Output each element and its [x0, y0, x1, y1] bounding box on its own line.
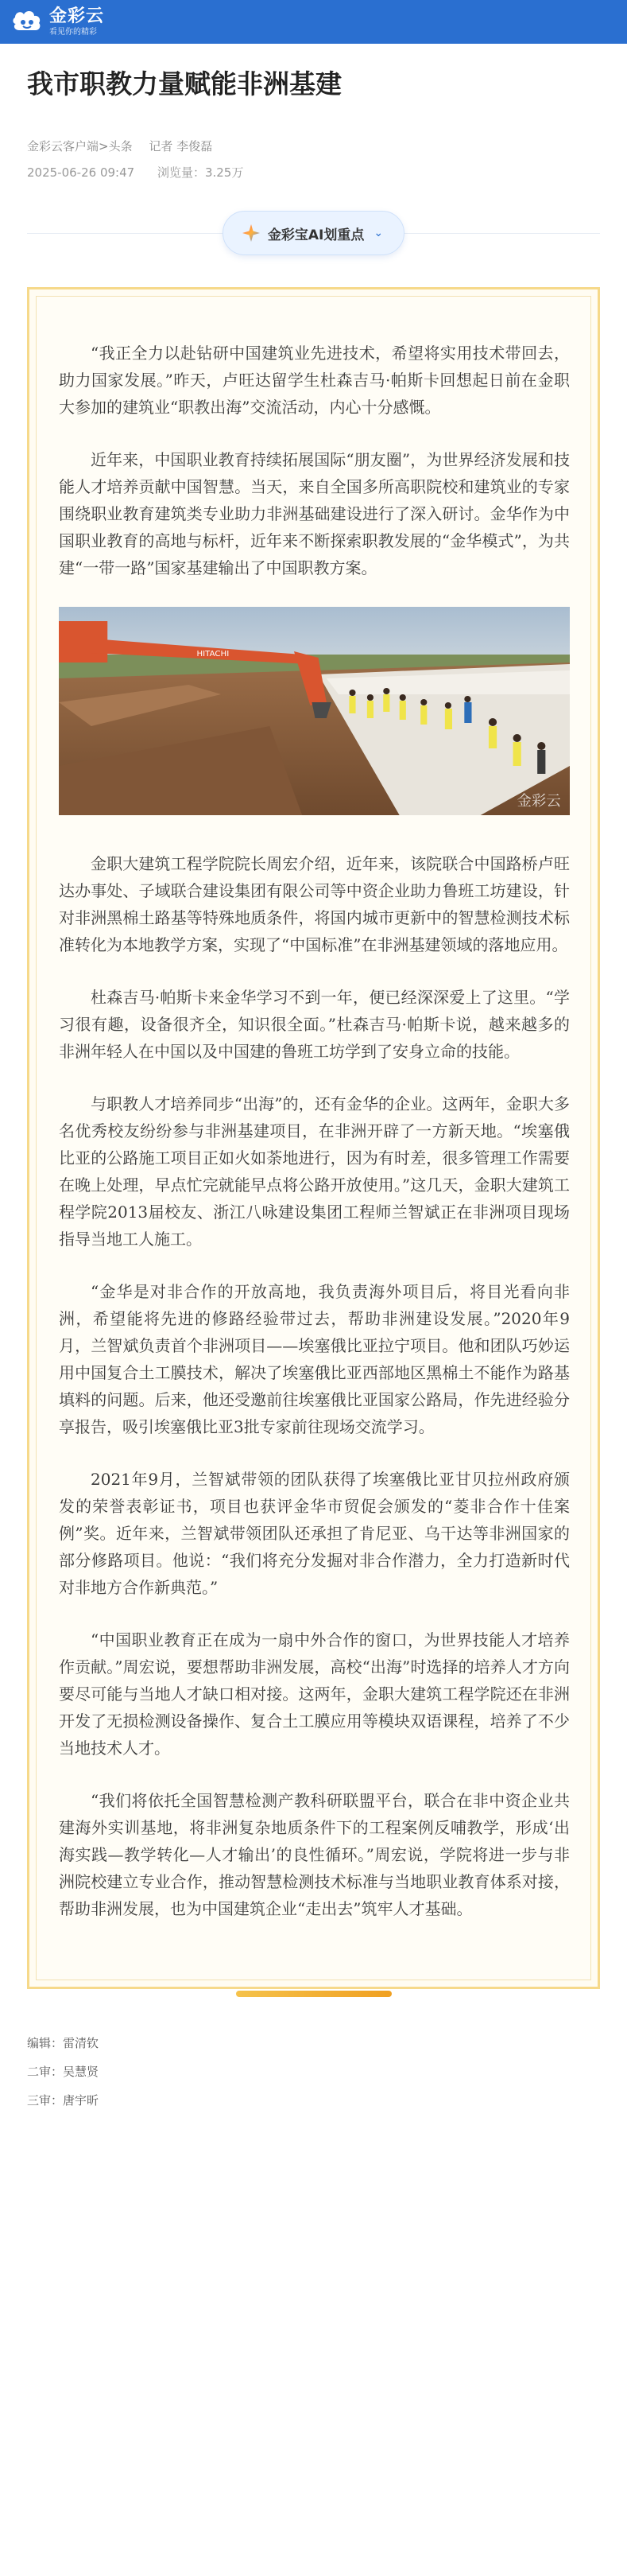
article-credits — [0, 1992, 627, 2108]
credit-second-review: 二审：吴慧贤 — [27, 2065, 99, 2079]
article-paragraph: “中国职业教育正在成为一扇中外合作的窗口，为世界技能人才培养作贡献。”周宏说，要想帮助非洲发展，高校“出海”时选择的培养人才方向要尽可能与当地人才缺口相对接。这两年，金职大建筑工程学院还在非洲开发了无损检测设备操作、复合土工膜应用等模块双语课程，培养了不少当地技术人才。 — [59, 1630, 570, 1758]
article-paragraph: “我们将依托全国智慧检测产教科研联盟平台，联合在非中资企业共建海外实训基地，将非洲复杂地质条件下的工程案例反哺教学，形成‘出海实践—教学转化—人才输出’的良性循环。”周宏说，学院将进一步与非洲院校建立专业合作，推动智慧检测技术标准与当地职业教育体系对接，帮助非洲发展，也为中国建筑企业“走出去”筑牢人才基础。 — [59, 1791, 570, 1918]
article-paragraph: 2021年9月，兰智斌带领的团队获得了埃塞俄比亚甘贝拉州政府颁发的荣誉表彰证书，项目也获评金华市贸促会颁发的“菱非合作十佳案例”奖。近年来，兰智斌带领团队还承担了肯尼亚、乌干达等非洲国家的部分修路项目。他说：“我们将充分发掘对非合作潜力，全力打造新时代对非地方合作新典范。” — [59, 1470, 570, 1597]
article-paragraph: 杜森吉马·帕斯卡来金华学习不到一年，便已经深深爱上了这里。“学习很有趣，设备很齐全，知识很全面。”杜森吉马·帕斯卡说，越来越多的非洲年轻人在中国以及中国建的鲁班工坊学到了安身立命的技能。 — [59, 988, 570, 1061]
ai-summary-label: 金彩宝AI划重点 — [267, 227, 365, 243]
credit-editor: 编辑：雷清钦 — [27, 2036, 99, 2050]
credit-third-review: 三审：唐宇昕 — [27, 2093, 99, 2108]
article-stats-line — [27, 164, 600, 181]
brand-slogan: 看见你的精彩 — [49, 27, 97, 37]
article-photo[interactable] — [59, 607, 570, 815]
brand-text — [49, 7, 104, 37]
brand-logo-icon[interactable] — [11, 8, 43, 37]
photo-machine-text: HITACHI — [196, 650, 230, 659]
article-views: 浏览量：3.25万 — [157, 165, 244, 180]
article-source[interactable]: 金彩云客户端>头条 — [27, 139, 133, 153]
scroll-indicator — [236, 1991, 392, 1997]
article-paragraph: “金华是对非合作的开放高地，我负责海外项目后，将目光看向非洲，希望能将先进的修路经验带过去，帮助非洲建设发展。”2020年9月，兰智斌负责首个非洲项目——埃塞俄比亚拉宁项目。他和团队巧妙运用中国复合土工膜技术，解决了埃塞俄比亚西部地区黑棉土不能作为路基填料的问题。后来，他还受邀前往埃塞俄比亚国家公路局，作先进经验分享报告，吸引埃塞俄比亚3批专家前往现场交流学习。 — [59, 1282, 570, 1436]
ai-sparkle-icon — [241, 223, 261, 243]
article-paragraph: 金职大建筑工程学院院长周宏介绍，近年来，该院联合中国路桥卢旺达办事处、子域联合建设集团有限公司等中资企业助力鲁班工坊建设，针对非洲黑棉土路基等特殊地质条件，将国内城市更新中的智慧检测技术标准转化为本地教学方案，实现了“中国标准”在非洲基建领域的落地应用。 — [59, 854, 570, 954]
photo-watermark: 金彩云 — [517, 793, 561, 810]
app-header — [0, 0, 627, 44]
ai-summary-toggle-row — [0, 211, 627, 255]
article-title: 我市职教力量赋能非洲基建 — [27, 68, 342, 99]
article-paragraph: 近年来，中国职业教育持续拓展国际“朋友圈”，为世界经济发展和技能人才培养贡献中国智慧。当天，来自全国多所高职院校和建筑业的专家围绕职业教育建筑类专业助力非洲基础建设进行了深入研讨。金华作为中国职业教育的高地与标杆，近年来不断探索职教发展的“金华模式”，为共建“一带一路”国家基建输出了中国职教方案。 — [59, 450, 570, 577]
article-datetime: 2025-06-26 09:47 — [27, 165, 135, 180]
article-body-card — [27, 287, 600, 1989]
article-header — [0, 44, 627, 181]
article-author: 记者 李俊磊 — [149, 139, 213, 153]
article-source-line — [27, 138, 600, 154]
article-paragraph: “我正全力以赴钻研中国建筑业先进技术，希望将实用技术带回去，助力国家发展。”昨天，卢旺达留学生杜森吉马·帕斯卡回想起日前在金职大参加的建筑业“职教出海”交流活动，内心十分感慨。 — [59, 344, 570, 417]
ai-summary-button[interactable] — [223, 211, 404, 255]
chevron-down-icon: ⌄ — [373, 227, 384, 239]
article-paragraph: 与职教人才培养同步“出海”的，还有金华的企业。这两年，金职大多名优秀校友纷纷参与非洲基建项目，在非洲开辟了一方新天地。“埃塞俄比亚的公路施工项目正如火如荼地进行，因为有时差，很多管理工作需要在晚上处理，早点忙完就能早点将公路开放使用。”这几天，金职大建筑工程学院2013届校友、浙江八咏建设集团工程师兰智斌正在非洲项目现场指导当地工人施工。 — [59, 1094, 570, 1249]
article-body — [36, 296, 591, 1980]
brand-name: 金彩云 — [49, 6, 105, 26]
